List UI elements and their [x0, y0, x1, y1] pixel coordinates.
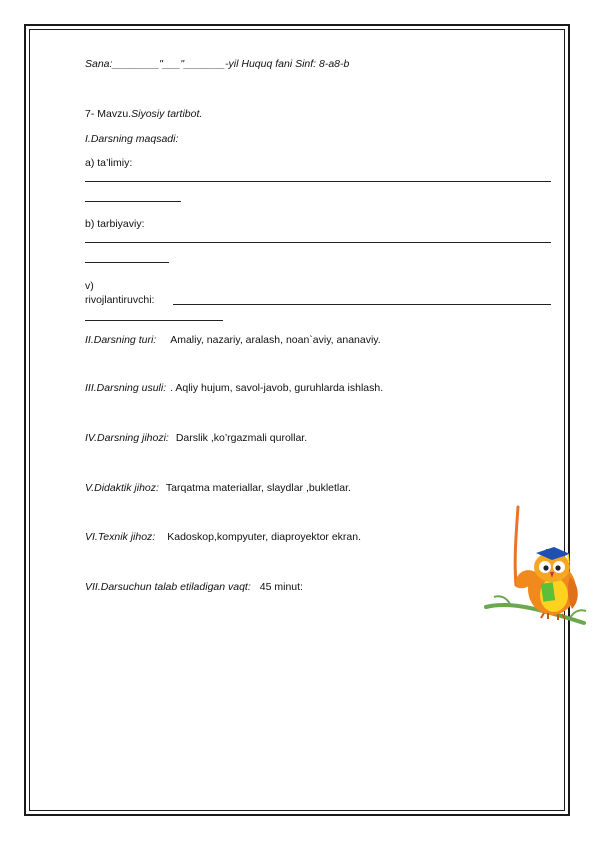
item-label: II.Darsning turi:	[85, 334, 157, 346]
topic-title: Siyosiy tartibot.	[131, 108, 203, 120]
item-label: VI.Texnik jihoz:	[85, 531, 156, 543]
goal-v-blank-line-2	[85, 320, 223, 321]
goal-v-word: rivojlantiruvchi:	[85, 294, 155, 306]
item-lesson-type	[85, 334, 381, 347]
item-label: IV.Darsning jihozi:	[85, 432, 169, 444]
item-value: 45 minut:	[259, 581, 303, 593]
item-didactic-equipment	[85, 482, 351, 495]
date-line	[85, 58, 349, 71]
goal-a-label: a) ta’limiy:	[85, 157, 133, 169]
topic-line	[85, 108, 202, 121]
date-label: Sana:	[85, 58, 113, 70]
item-value: Kadoskop,kompyuter, diaproyektor ekran.	[167, 531, 362, 543]
date-blank: ________"___"_______	[112, 58, 226, 70]
owl-with-pointer-icon	[480, 505, 590, 630]
item-value: Darslik ,ko’rgazmali qurollar.	[175, 432, 308, 444]
goal-a-blank-line-1	[85, 181, 551, 182]
goals-heading: I.Darsning maqsadi:	[85, 133, 179, 145]
item-label: III.Darsning usuli:	[85, 382, 167, 394]
goal-v-blank-line-1	[173, 304, 551, 305]
page-border-inner	[29, 29, 565, 811]
item-lesson-duration	[85, 581, 303, 594]
goal-b-blank-line-2	[85, 262, 169, 263]
goal-a-blank-line-2	[85, 201, 181, 202]
item-lesson-equipment	[85, 432, 307, 445]
item-value: Tarqatma materiallar, slaydlar ,bukletlar.	[165, 482, 351, 494]
goal-v-label: v)	[85, 280, 94, 292]
item-lesson-method	[85, 382, 383, 395]
item-value: . Aqliy hujum, savol-javob, guruhlarda ishlash.	[170, 382, 384, 394]
date-rest: -yil Huquq fani Sinf: 8-a8-b	[225, 58, 350, 70]
item-technical-equipment	[85, 531, 361, 544]
topic-prefix: 7- Mavzu.	[85, 108, 132, 120]
goal-b-label: b) tarbiyaviy:	[85, 218, 145, 230]
item-value: Amaliy, nazariy, aralash, noan`aviy, ananaviy.	[170, 334, 381, 346]
item-label: V.Didaktik jihoz:	[85, 482, 159, 494]
goal-b-blank-line-1	[85, 242, 551, 243]
item-label: VII.Darsuchun talab etiladigan vaqt:	[85, 581, 251, 593]
